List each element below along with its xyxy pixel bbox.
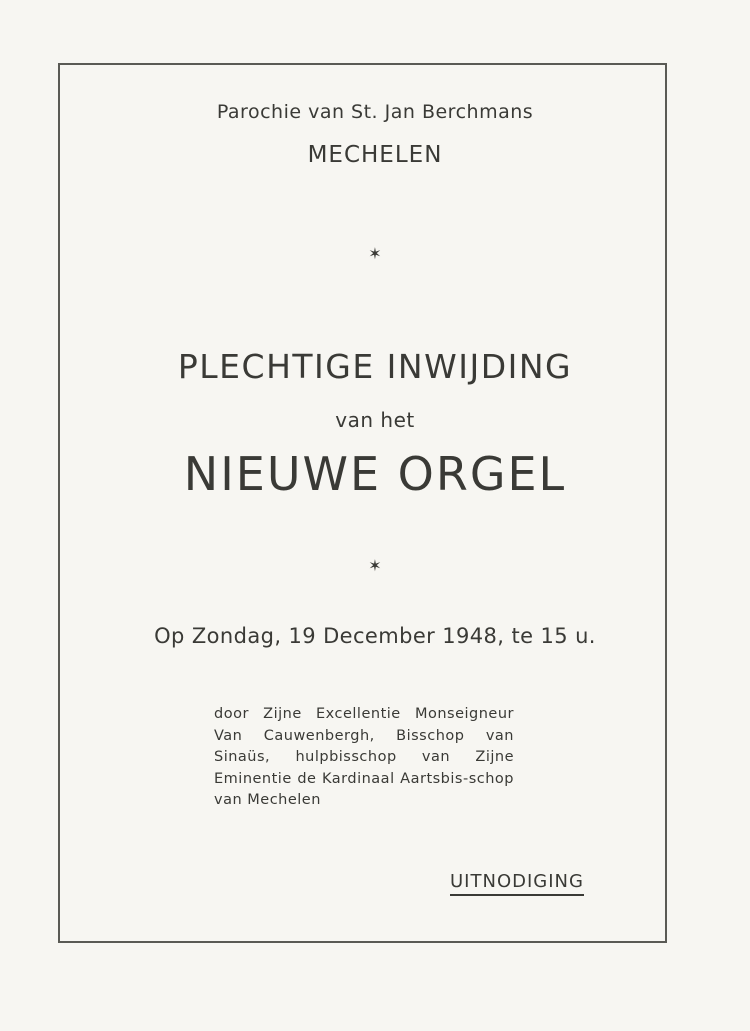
event-title: PLECHTIGE INWIJDING bbox=[177, 347, 573, 386]
title-connector: van het bbox=[335, 408, 415, 432]
star-ornament-icon: ✶ bbox=[368, 556, 382, 575]
city-name: MECHELEN bbox=[307, 142, 443, 168]
event-subject: NIEUWE ORGEL bbox=[183, 447, 567, 501]
event-date: Op Zondag, 19 December 1948, te 15 u. bbox=[154, 624, 596, 648]
star-ornament-icon: ✶ bbox=[368, 244, 382, 263]
officiant-text: door Zijne Excellentie Monseigneur Van Cauwenbergh, Bisschop van Sinaüs, hulpbisschop van Zijne Eminentie de Kardinaal Aartsbis-schop van Mechelen bbox=[214, 706, 514, 809]
parish-name: Parochie van St. Jan Berchmans bbox=[216, 101, 534, 123]
invitation-label: UITNODIGING bbox=[450, 870, 584, 896]
